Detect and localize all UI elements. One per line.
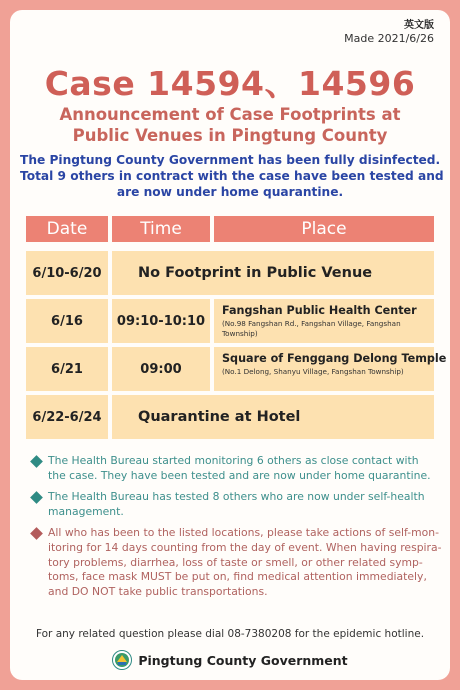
column-header-place: Place [214, 216, 434, 242]
diamond-bullet-icon [30, 491, 43, 504]
county-emblem-icon [112, 650, 132, 670]
bullet-item [32, 454, 438, 484]
language-label: 英文版 [404, 20, 434, 31]
column-header-time: Time [112, 216, 210, 242]
organization-name: Pingtung County Government [138, 652, 348, 668]
diamond-bullet-icon [30, 455, 43, 468]
bullet-line: the case. They have been tested and are now under home quarantine. [48, 468, 431, 482]
row-merged-note: No Footprint in Public Venue [112, 251, 434, 295]
notice-line: Total 9 others in contract with the case have been tested and [20, 169, 444, 183]
row-time: 09:00 [112, 347, 210, 391]
row-time: 09:10-10:10 [112, 299, 210, 343]
announcement-card [10, 10, 450, 680]
bullet-line: All who has been to the listed locations, please take actions of self-mon- [48, 526, 439, 539]
disinfection-notice [20, 152, 444, 200]
column-header-date: Date [26, 216, 108, 242]
hotline-text: For any related question please dial 08-7380208 for the epidemic hotline. [35, 628, 425, 640]
subtitle-line: Announcement of Case Footprints at [59, 105, 401, 124]
row-date: 6/22-6/24 [26, 395, 108, 439]
row-date: 6/21 [26, 347, 108, 391]
notice-line: are now under home quarantine. [116, 185, 344, 199]
diamond-bullet-icon [30, 527, 43, 540]
made-date: Made 2021/6/26 [344, 32, 434, 45]
row-merged-note: Quarantine at Hotel [112, 395, 434, 439]
row-place [214, 299, 434, 343]
bullet-line: and DO NOT take public transportations. [48, 585, 268, 599]
subtitle-line: Public Venues in Pingtung County [72, 126, 388, 145]
bullet-line: tory problems, diarrhea, loss of taste or smell, or other related symp- [48, 555, 423, 569]
row-date: 6/10-6/20 [26, 251, 108, 295]
row-place [214, 347, 447, 391]
case-title: Case 14594、14596 [44, 64, 416, 103]
place-name: Fangshan Public Health Center [222, 304, 417, 317]
bullet-line: management. [48, 504, 124, 518]
bullet-line: The Health Bureau started monitoring 6 others as close contact with [48, 454, 419, 467]
subtitle [10, 104, 450, 146]
place-address: (No.1 Delong, Shanyu Village, Fangshan Township) [222, 367, 404, 376]
row-date: 6/16 [26, 299, 108, 343]
bullet-item [32, 526, 442, 600]
bullet-line: The Health Bureau has tested 8 others who are now under self-health [48, 490, 425, 503]
bullet-line: itoring for 14 days counting from the day of event. When having respira- [48, 540, 442, 554]
place-name: Square of Fenggang Delong Temple [222, 352, 447, 365]
notice-line: The Pingtung County Government has been fully disinfected. [20, 153, 441, 167]
footer [10, 650, 450, 670]
place-address: (No.98 Fangshan Rd., Fangshan Village, Fangshan Township) [222, 319, 401, 338]
bullet-line: toms, face mask MUST be put on, find medical attention immediately, [48, 570, 427, 584]
bullet-item [32, 490, 438, 520]
